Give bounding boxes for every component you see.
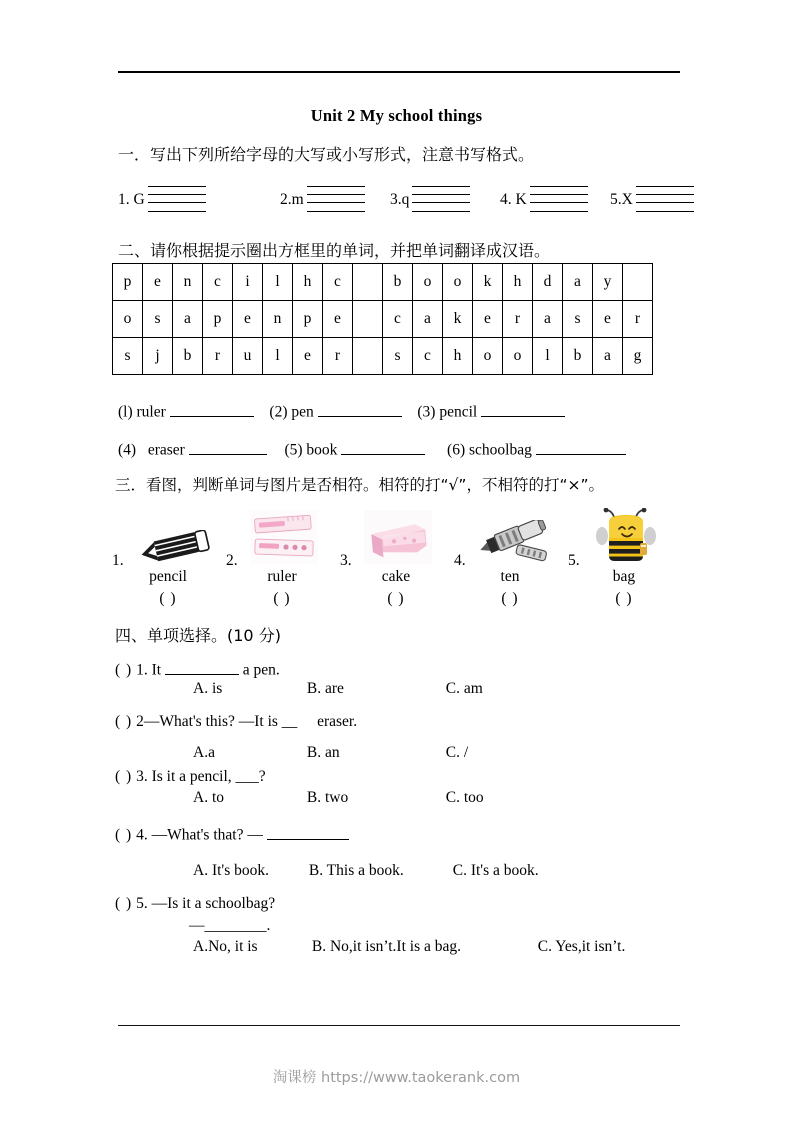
word-search-cell[interactable]: n [173,264,203,301]
mcq-options-5 [193,938,625,956]
item-number: 5. [568,552,580,569]
mcq-question-3 [115,768,266,786]
answer-paren[interactable]: ( ) [115,661,133,679]
word-search-cell[interactable]: c [413,338,443,375]
mcq-question-2 [115,713,357,731]
item-word: ruler [267,568,297,585]
page-title: Unit 2 My school things [310,106,483,125]
question-stem-tail: eraser. [317,713,358,730]
eraser-photo-icon [364,510,432,564]
answer-blank[interactable] [189,438,267,455]
section-1-heading: 一．写出下列所给字母的大写或小写形式，注意书写格式。 [118,145,535,164]
answer-blank[interactable] [318,400,402,417]
section-2-answers-row-2 [118,438,626,460]
option-b[interactable]: B. This a book. [308,862,404,879]
word-search-cell[interactable]: b [563,338,593,375]
option-b[interactable]: B. an [306,744,340,761]
answer-paren[interactable]: ( ) [115,895,133,912]
word-search-cell[interactable]: o [443,264,473,301]
option-b[interactable]: B. are [306,680,344,697]
four-line-guide[interactable] [530,184,588,214]
word-search-cell[interactable]: l [263,338,293,375]
word-search-cell[interactable]: j [143,338,173,375]
answer-word: pen [291,403,314,421]
answer-number: (3) [417,403,436,421]
answer-number: (2) [269,403,288,421]
footer-rule [118,1025,680,1026]
word-search-cell[interactable]: o [113,301,143,338]
word-search-cell[interactable]: p [293,301,323,338]
section-2-heading: 二、请你根据提示圈出方框里的单词，并把单词翻译成汉语。 [118,241,551,260]
option-c[interactable]: C. / [445,744,469,761]
section-3-items [112,508,682,618]
section-4-heading: 四、单项选择。(10 分) [115,626,281,645]
answer-number: (6) [447,441,466,459]
four-line-guide[interactable] [307,184,365,214]
word-search-row [113,264,653,301]
word-search-cell[interactable]: a [563,264,593,301]
word-search-cell[interactable]: e [593,301,623,338]
word-search-cell[interactable]: r [323,338,353,375]
answer-item [118,438,267,460]
word-search-cell-empty[interactable] [623,264,653,301]
word-search-cell-empty[interactable] [353,264,383,301]
word-search-cell[interactable]: a [593,338,623,375]
picture-item-3 [340,508,452,616]
item-word: cake [381,568,411,585]
question-blank[interactable] [267,823,349,840]
answer-paren[interactable]: ( ) [115,713,133,730]
section-3-heading: 三．看图，判断单词与图片是否相符。相符的打“√”，不相符的打“×”。 [115,476,604,494]
answer-item [417,400,565,422]
letter-item-4 [500,183,588,217]
answer-number: (4) [118,441,137,459]
option-c[interactable]: C. Yes,it isn’t. [537,938,626,955]
word-search-cell[interactable]: y [593,264,623,301]
answer-word: eraser [147,441,185,459]
word-search-row [113,338,653,375]
word-search-cell[interactable]: h [443,338,473,375]
item-word: ten [500,568,520,585]
pencil-icon [138,530,212,564]
word-search-cell[interactable]: d [533,264,563,301]
four-line-guide[interactable] [412,184,470,214]
word-search-cell[interactable]: p [113,264,143,301]
option-c[interactable]: C. am [445,680,483,697]
question-stem: 2—What's this? —It is __ [136,713,298,730]
answer-word: schoolbag [468,441,532,459]
letter-item-5 [610,183,694,217]
word-search-cell[interactable]: k [443,301,473,338]
picture-item-2 [226,508,338,616]
word-search-cell[interactable]: i [233,264,263,301]
letter-item-1 [118,183,206,217]
answer-item [284,438,425,460]
word-search-row [113,301,653,338]
option-a[interactable]: A.a [193,744,215,761]
answer-number: (l) [118,403,133,421]
letter-label: 2.m [280,191,304,208]
item-answer-paren[interactable]: ( ) [387,590,405,607]
section-2-answers-row-1 [118,400,565,422]
option-c[interactable]: C. It's a book. [452,862,539,879]
word-search-cell[interactable]: e [233,301,263,338]
item-number: 4. [454,552,466,569]
answer-blank[interactable] [536,438,626,455]
answer-paren[interactable]: ( ) [115,768,133,785]
word-search-cell[interactable]: h [503,264,533,301]
letter-item-2 [280,183,365,217]
word-search-cell[interactable]: a [533,301,563,338]
item-number: 1. [112,552,124,569]
word-search-cell-empty[interactable] [353,301,383,338]
mcq-options-4 [193,862,539,880]
four-line-guide[interactable] [636,184,694,214]
option-c[interactable]: C. too [445,789,484,806]
word-search-cell[interactable]: u [233,338,263,375]
option-a[interactable]: A. to [193,789,224,806]
mcq-question-1 [115,658,280,680]
word-search-cell[interactable]: h [293,264,323,301]
header-rule [118,71,680,73]
word-search-cell[interactable]: o [473,338,503,375]
option-a[interactable]: A. is [193,680,223,697]
four-line-guide[interactable] [148,184,206,214]
item-number: 2. [226,552,238,569]
word-search-cell[interactable]: o [503,338,533,375]
option-a[interactable]: A. It's book. [193,862,269,879]
word-search-cell[interactable]: b [383,264,413,301]
footer-watermark: 淘课榜 https://www.taokerank.com [272,1070,521,1086]
question-stem: 5. —Is it a schoolbag? [136,895,276,912]
item-word: bag [612,568,636,585]
question-stem-tail: —________. [189,917,271,934]
mcq-question-5-answer-line [189,917,270,935]
ruler-photo-icon [250,510,318,564]
word-search-cell[interactable]: e [143,264,173,301]
word-search-cell[interactable]: r [503,301,533,338]
word-search-cell[interactable]: r [203,338,233,375]
answer-paren[interactable]: ( ) [115,826,133,844]
word-search-cell[interactable]: s [383,338,413,375]
word-search-cell[interactable]: l [263,264,293,301]
mcq-options-2 [193,744,468,762]
word-search-cell[interactable]: s [113,338,143,375]
fountain-pen-icon [476,520,552,564]
answer-blank[interactable] [341,438,425,455]
question-stem: 3. Is it a pencil, ___? [136,768,266,785]
picture-item-1 [112,508,224,616]
item-answer-paren[interactable]: ( ) [615,590,633,607]
word-search-cell[interactable]: b [173,338,203,375]
word-search-cell[interactable]: a [413,301,443,338]
question-stem: 1. It [136,661,162,679]
item-word: pencil [149,568,187,585]
answer-number: (5) [284,441,303,459]
answer-word: pencil [439,403,478,421]
question-stem: 4. —What's that? — [136,826,263,844]
word-search-grid[interactable] [112,263,653,375]
letter-label: 3.q [390,191,410,208]
answer-item [269,400,401,422]
word-search-cell[interactable]: c [383,301,413,338]
word-search-cell[interactable]: k [473,264,503,301]
picture-item-4 [454,508,566,616]
letter-label: 4. K [500,191,527,208]
mcq-question-4 [115,823,349,845]
question-stem-tail: a pen. [242,661,280,679]
answer-item [447,438,626,460]
word-search-cell[interactable]: e [473,301,503,338]
letter-item-3 [390,183,470,217]
word-search-cell[interactable]: g [623,338,653,375]
answer-blank[interactable] [170,400,254,417]
item-answer-paren[interactable]: ( ) [501,590,519,607]
word-search-cell[interactable]: s [143,301,173,338]
mcq-question-5 [115,895,275,913]
question-blank[interactable] [165,658,239,675]
word-search-cell[interactable]: l [533,338,563,375]
letter-label: 1. G [118,191,145,208]
word-search-cell-empty[interactable] [353,338,383,375]
word-search-cell[interactable]: a [173,301,203,338]
answer-blank[interactable] [481,400,565,417]
option-a[interactable]: A.No, it is [193,938,258,955]
bee-backpack-icon [596,508,656,566]
word-search-cell[interactable]: c [203,264,233,301]
word-search-cell[interactable]: c [323,264,353,301]
answer-word: ruler [136,403,166,421]
option-b[interactable]: B. two [306,789,349,806]
section-1-items [118,183,718,219]
picture-item-5 [568,508,680,616]
word-search-cell[interactable]: o [413,264,443,301]
answer-item [118,400,254,422]
word-search-cell[interactable]: s [563,301,593,338]
word-search-cell[interactable]: p [203,301,233,338]
mcq-options-1 [193,680,483,698]
letter-label: 5.X [610,191,633,208]
item-number: 3. [340,552,352,569]
word-search-grid-wrapper [112,263,653,375]
item-answer-paren[interactable]: ( ) [159,590,177,607]
word-search-cell[interactable]: r [623,301,653,338]
item-answer-paren[interactable]: ( ) [273,590,291,607]
answer-word: book [306,441,338,459]
option-b[interactable]: B. No,it isn’t.It is a bag. [311,938,461,955]
mcq-options-3 [193,789,484,807]
word-search-cell[interactable]: n [263,301,293,338]
word-search-cell[interactable]: e [323,301,353,338]
word-search-cell[interactable]: e [293,338,323,375]
